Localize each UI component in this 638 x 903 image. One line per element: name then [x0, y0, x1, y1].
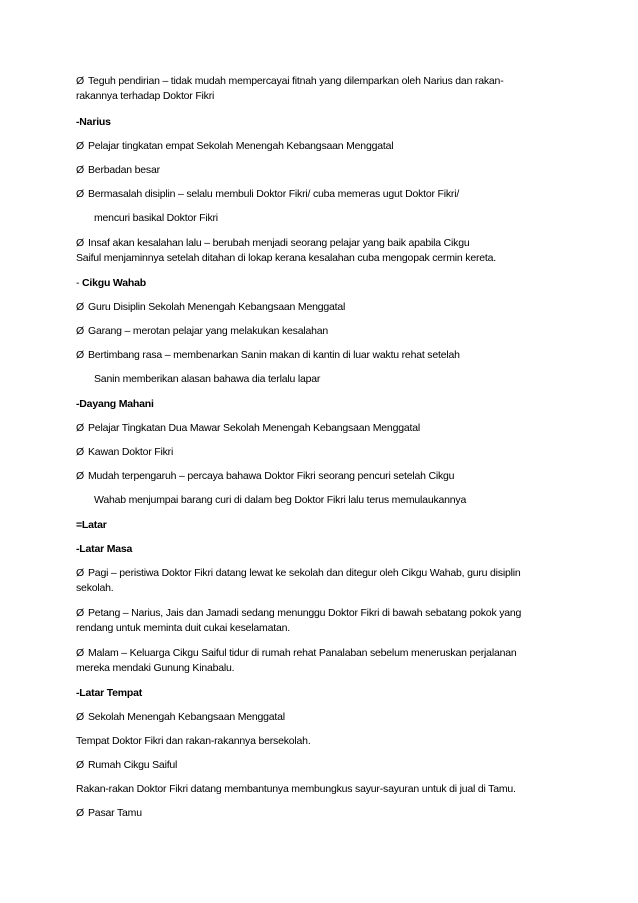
- section-heading: - Cikgu Wahab: [76, 277, 146, 289]
- bullet-icon: Ø: [76, 759, 84, 771]
- paragraph-text: Mudah terpengaruh – percaya bahawa Doktor Fikri seorang pencuri setelah Cikgu: [88, 470, 455, 482]
- bullet-icon: Ø: [76, 470, 84, 482]
- section-heading: =Latar: [76, 519, 107, 531]
- paragraph-text: Bermasalah disiplin – selalu membuli Doktor Fikri/ cuba memeras ugut Doktor Fikri/: [88, 188, 460, 200]
- bullet-icon: Ø: [76, 75, 84, 87]
- bullet-icon: Ø: [76, 349, 84, 361]
- bullet-icon: Ø: [76, 807, 84, 819]
- plain-paragraph: Tempat Doktor Fikri dan rakan-rakannya bersekolah.: [76, 735, 311, 747]
- bullet-paragraph: [76, 646, 576, 676]
- bullet-icon: Ø: [76, 188, 84, 200]
- bullet-paragraph: [76, 469, 576, 484]
- section-heading: -Latar Tempat: [76, 687, 143, 699]
- paragraph-text: Guru Disiplin Sekolah Menengah Kebangsaan Menggatal: [88, 301, 346, 313]
- bullet-paragraph: [76, 421, 576, 436]
- bullet-icon: Ø: [76, 567, 84, 579]
- paragraph-text: Pelajar Tingkatan Dua Mawar Sekolah Menengah Kebangsaan Menggatal: [88, 422, 420, 434]
- bullet-paragraph: [76, 348, 576, 363]
- bullet-icon: Ø: [76, 422, 84, 434]
- bullet-paragraph: [76, 566, 576, 596]
- paragraph-continuation: mencuri basikal Doktor Fikri: [94, 212, 218, 224]
- bullet-paragraph: [76, 710, 576, 725]
- paragraph-text: Pasar Tamu: [88, 807, 142, 819]
- paragraph-text: Garang – merotan pelajar yang melakukan kesalahan: [88, 325, 329, 337]
- bullet-paragraph: [76, 300, 576, 315]
- bullet-icon: Ø: [76, 164, 84, 176]
- bullet-paragraph: [76, 236, 576, 266]
- bullet-paragraph: [76, 324, 576, 339]
- bullet-icon: Ø: [76, 711, 84, 723]
- paragraph-text: Saiful menjaminnya setelah ditahan di lokap kerana kesalahan cuba mengopak cermin kereta.: [76, 252, 496, 264]
- bullet-paragraph: [76, 445, 576, 460]
- paragraph-text: mereka mendaki Gunung Kinabalu.: [76, 662, 235, 674]
- plain-paragraph: Rakan-rakan Doktor Fikri datang membantunya membungkus sayur-sayuran untuk di jual di Tamu.: [76, 783, 516, 795]
- section-heading: -Latar Masa: [76, 543, 133, 555]
- bullet-paragraph: [76, 758, 576, 773]
- bullet-icon: Ø: [76, 301, 84, 313]
- bullet-icon: Ø: [76, 140, 84, 152]
- section-heading: -Narius: [76, 116, 111, 128]
- paragraph-text: Insaf akan kesalahan lalu – berubah menjadi seorang pelajar yang baik apabila Cikgu: [88, 237, 470, 249]
- paragraph-text: Berbadan besar: [88, 164, 160, 176]
- bullet-icon: Ø: [76, 647, 84, 659]
- paragraph-text: Bertimbang rasa – membenarkan Sanin makan di kantin di luar waktu rehat setelah: [88, 349, 460, 361]
- bullet-icon: Ø: [76, 237, 84, 249]
- paragraph-text: Pagi – peristiwa Doktor Fikri datang lewat ke sekolah dan ditegur oleh Cikgu Wahab, guru disiplin: [88, 567, 521, 579]
- bullet-paragraph: [76, 606, 576, 636]
- bullet-paragraph: [76, 187, 576, 202]
- bullet-icon: Ø: [76, 607, 84, 619]
- paragraph-continuation: Wahab menjumpai barang curi di dalam beg Doktor Fikri lalu terus memulaukannya: [94, 494, 467, 506]
- paragraph-text: Malam – Keluarga Cikgu Saiful tidur di rumah rehat Panalaban sebelum meneruskan perjalanan: [88, 647, 517, 659]
- paragraph-text: rakannya terhadap Doktor Fikri: [76, 90, 215, 102]
- paragraph-text: Kawan Doktor Fikri: [88, 446, 174, 458]
- paragraph-text: sekolah.: [76, 582, 114, 594]
- bullet-paragraph: [76, 139, 576, 154]
- bullet-icon: Ø: [76, 446, 84, 458]
- paragraph-text: rendang untuk meminta duit cukai keselamatan.: [76, 622, 290, 634]
- paragraph-text: Pelajar tingkatan empat Sekolah Menengah Kebangsaan Menggatal: [88, 140, 394, 152]
- bullet-paragraph: [76, 74, 576, 104]
- bullet-paragraph: [76, 163, 576, 178]
- paragraph-continuation: Sanin memberikan alasan bahawa dia terlalu lapar: [94, 373, 321, 385]
- section-heading: -Dayang Mahani: [76, 398, 154, 410]
- paragraph-text: Rumah Cikgu Saiful: [88, 759, 178, 771]
- paragraph-text: Teguh pendirian – tidak mudah mempercayai fitnah yang dilemparkan oleh Narius dan rakan-: [88, 75, 504, 87]
- paragraph-text: Sekolah Menengah Kebangsaan Menggatal: [88, 711, 285, 723]
- paragraph-text: Petang – Narius, Jais dan Jamadi sedang menunggu Doktor Fikri di bawah sebatang pokok yang: [88, 607, 522, 619]
- bullet-paragraph: [76, 806, 576, 821]
- bullet-icon: Ø: [76, 325, 84, 337]
